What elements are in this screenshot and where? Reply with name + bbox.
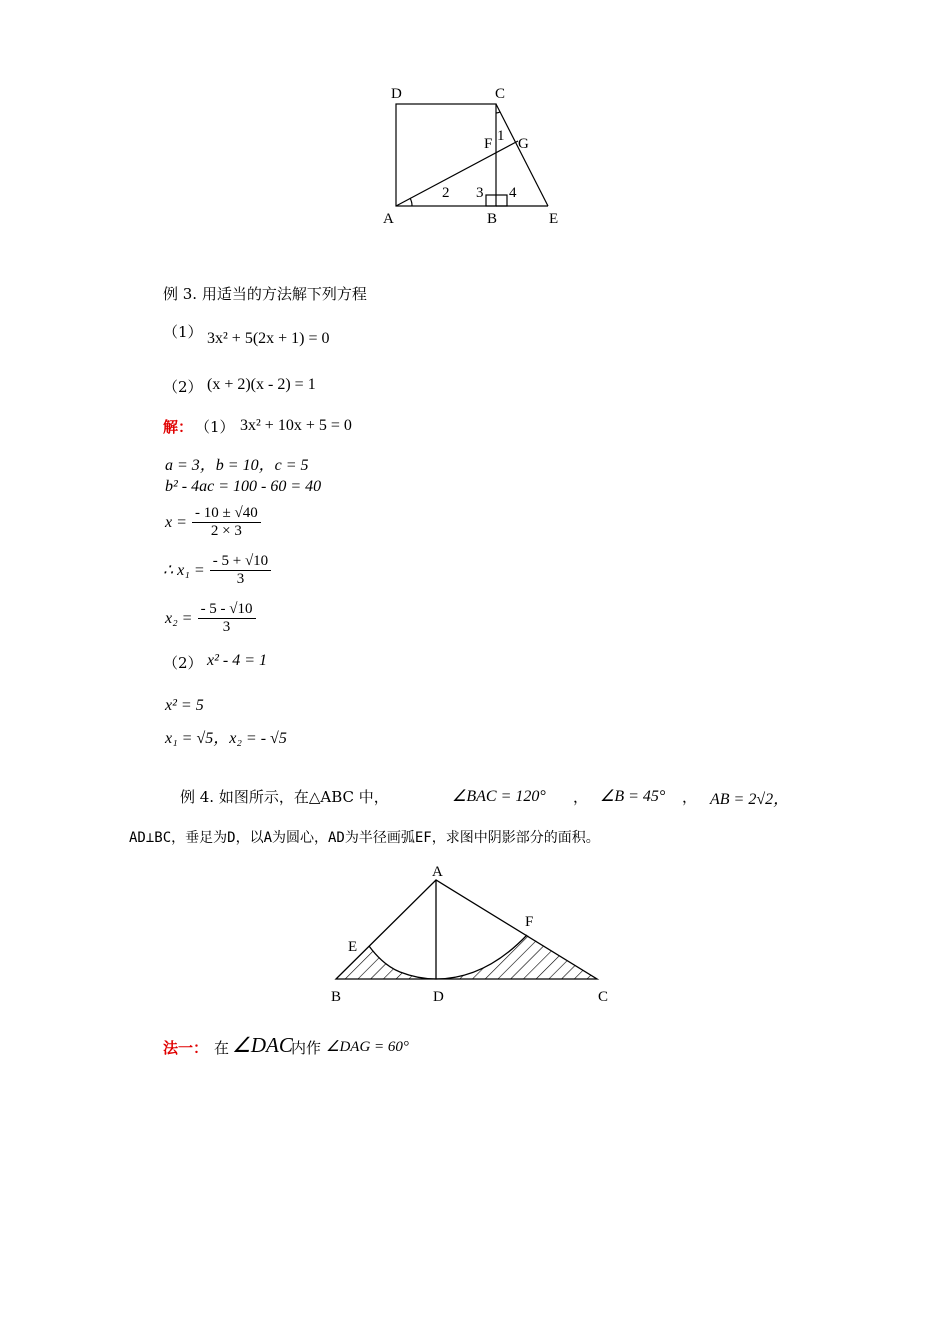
x1-numerator: - 5 + √10 [210,553,271,571]
example4-comma2: ， [682,788,698,806]
x2-formula [165,601,256,636]
method1-label: 法一： [163,1039,209,1057]
example4-line2: AD⊥BC，垂足为D，以A为圆心，AD为半径画弧EF，求图中阴影部分的面积。 [129,830,600,846]
example4-comma1: ， [573,788,589,806]
x1-lhs: ∴ x₁ = [163,562,205,579]
discriminant: b² - 4ac = 100 - 60 = 40 [165,478,322,495]
label-c: C [598,989,609,1005]
q1-tag: （1） [163,323,203,341]
solution-p1-tag: （1） [195,418,235,436]
label-e: E [549,211,559,227]
x1-formula [163,553,271,588]
label-f: F [525,914,534,930]
method1-text-b: 内作 [291,1039,322,1057]
example4-angle-bac: ∠BAC = 120° [452,788,546,805]
segment-ag [396,141,518,206]
label-1: 1 [497,128,505,144]
segment-ce [496,104,548,206]
angle-mark-c [496,112,500,113]
figure-triangle-arc [325,860,625,1008]
angle-mark-a [410,198,412,206]
x2-lhs: x₂ = [165,610,193,627]
solution-p2-tag: （2） [163,654,203,672]
x-lhs: x = [165,514,187,531]
label-d: D [391,86,402,102]
x-fraction [192,505,261,540]
example4-ab-length: AB = 2√2， [710,791,790,808]
label-b: B [487,211,498,227]
figure-square-triangle [370,78,570,230]
label-a: A [383,211,394,227]
solution-p2-line3: x₁ = √5，x₂ = - √5 [165,730,287,747]
q2-tag: （2） [163,378,203,396]
solution-p2-line2: x² = 5 [165,697,204,714]
label-2: 2 [442,185,450,201]
label-c: C [495,86,506,102]
method1-angle-dag: ∠DAG = 60° [326,1039,409,1055]
x-numerator: - 10 ± √40 [192,505,261,523]
method1-text-a: 在 [214,1039,230,1057]
coefficients: a = 3，b = 10，c = 5 [165,457,309,474]
example3-title: 例 3. 用适当的方法解下列方程 [163,285,367,303]
x-denominator: 2 × 3 [210,523,242,539]
example4-angle-b: ∠B = 45° [600,788,666,805]
x2-denominator: 3 [222,619,231,635]
label-g: G [518,136,529,152]
x1-fraction [210,553,271,588]
label-f: F [484,136,493,152]
label-a: A [432,864,443,880]
q1-equation: 3x² + 5(2x + 1) = 0 [207,330,330,347]
label-e: E [348,939,358,955]
q2-equation: (x + 2)(x - 2) = 1 [207,376,316,393]
x2-fraction [198,601,256,636]
label-d: D [433,989,444,1005]
example4-text-a: 例 4. 如图所示，在△ABC 中， [180,788,389,806]
label-b: B [331,989,342,1005]
shaded-region-right [436,935,597,979]
x2-numerator: - 5 - √10 [198,601,256,619]
label-4: 4 [509,185,517,201]
method1-angle-dac: ∠DAC [232,1033,293,1057]
solution-p1-equation: 3x² + 10x + 5 = 0 [240,417,352,434]
solution-label: 解： [163,418,194,436]
x1-denominator: 3 [236,571,245,587]
label-3: 3 [476,185,484,201]
solution-p2-equation: x² - 4 = 1 [207,652,268,669]
x-formula [165,505,261,540]
